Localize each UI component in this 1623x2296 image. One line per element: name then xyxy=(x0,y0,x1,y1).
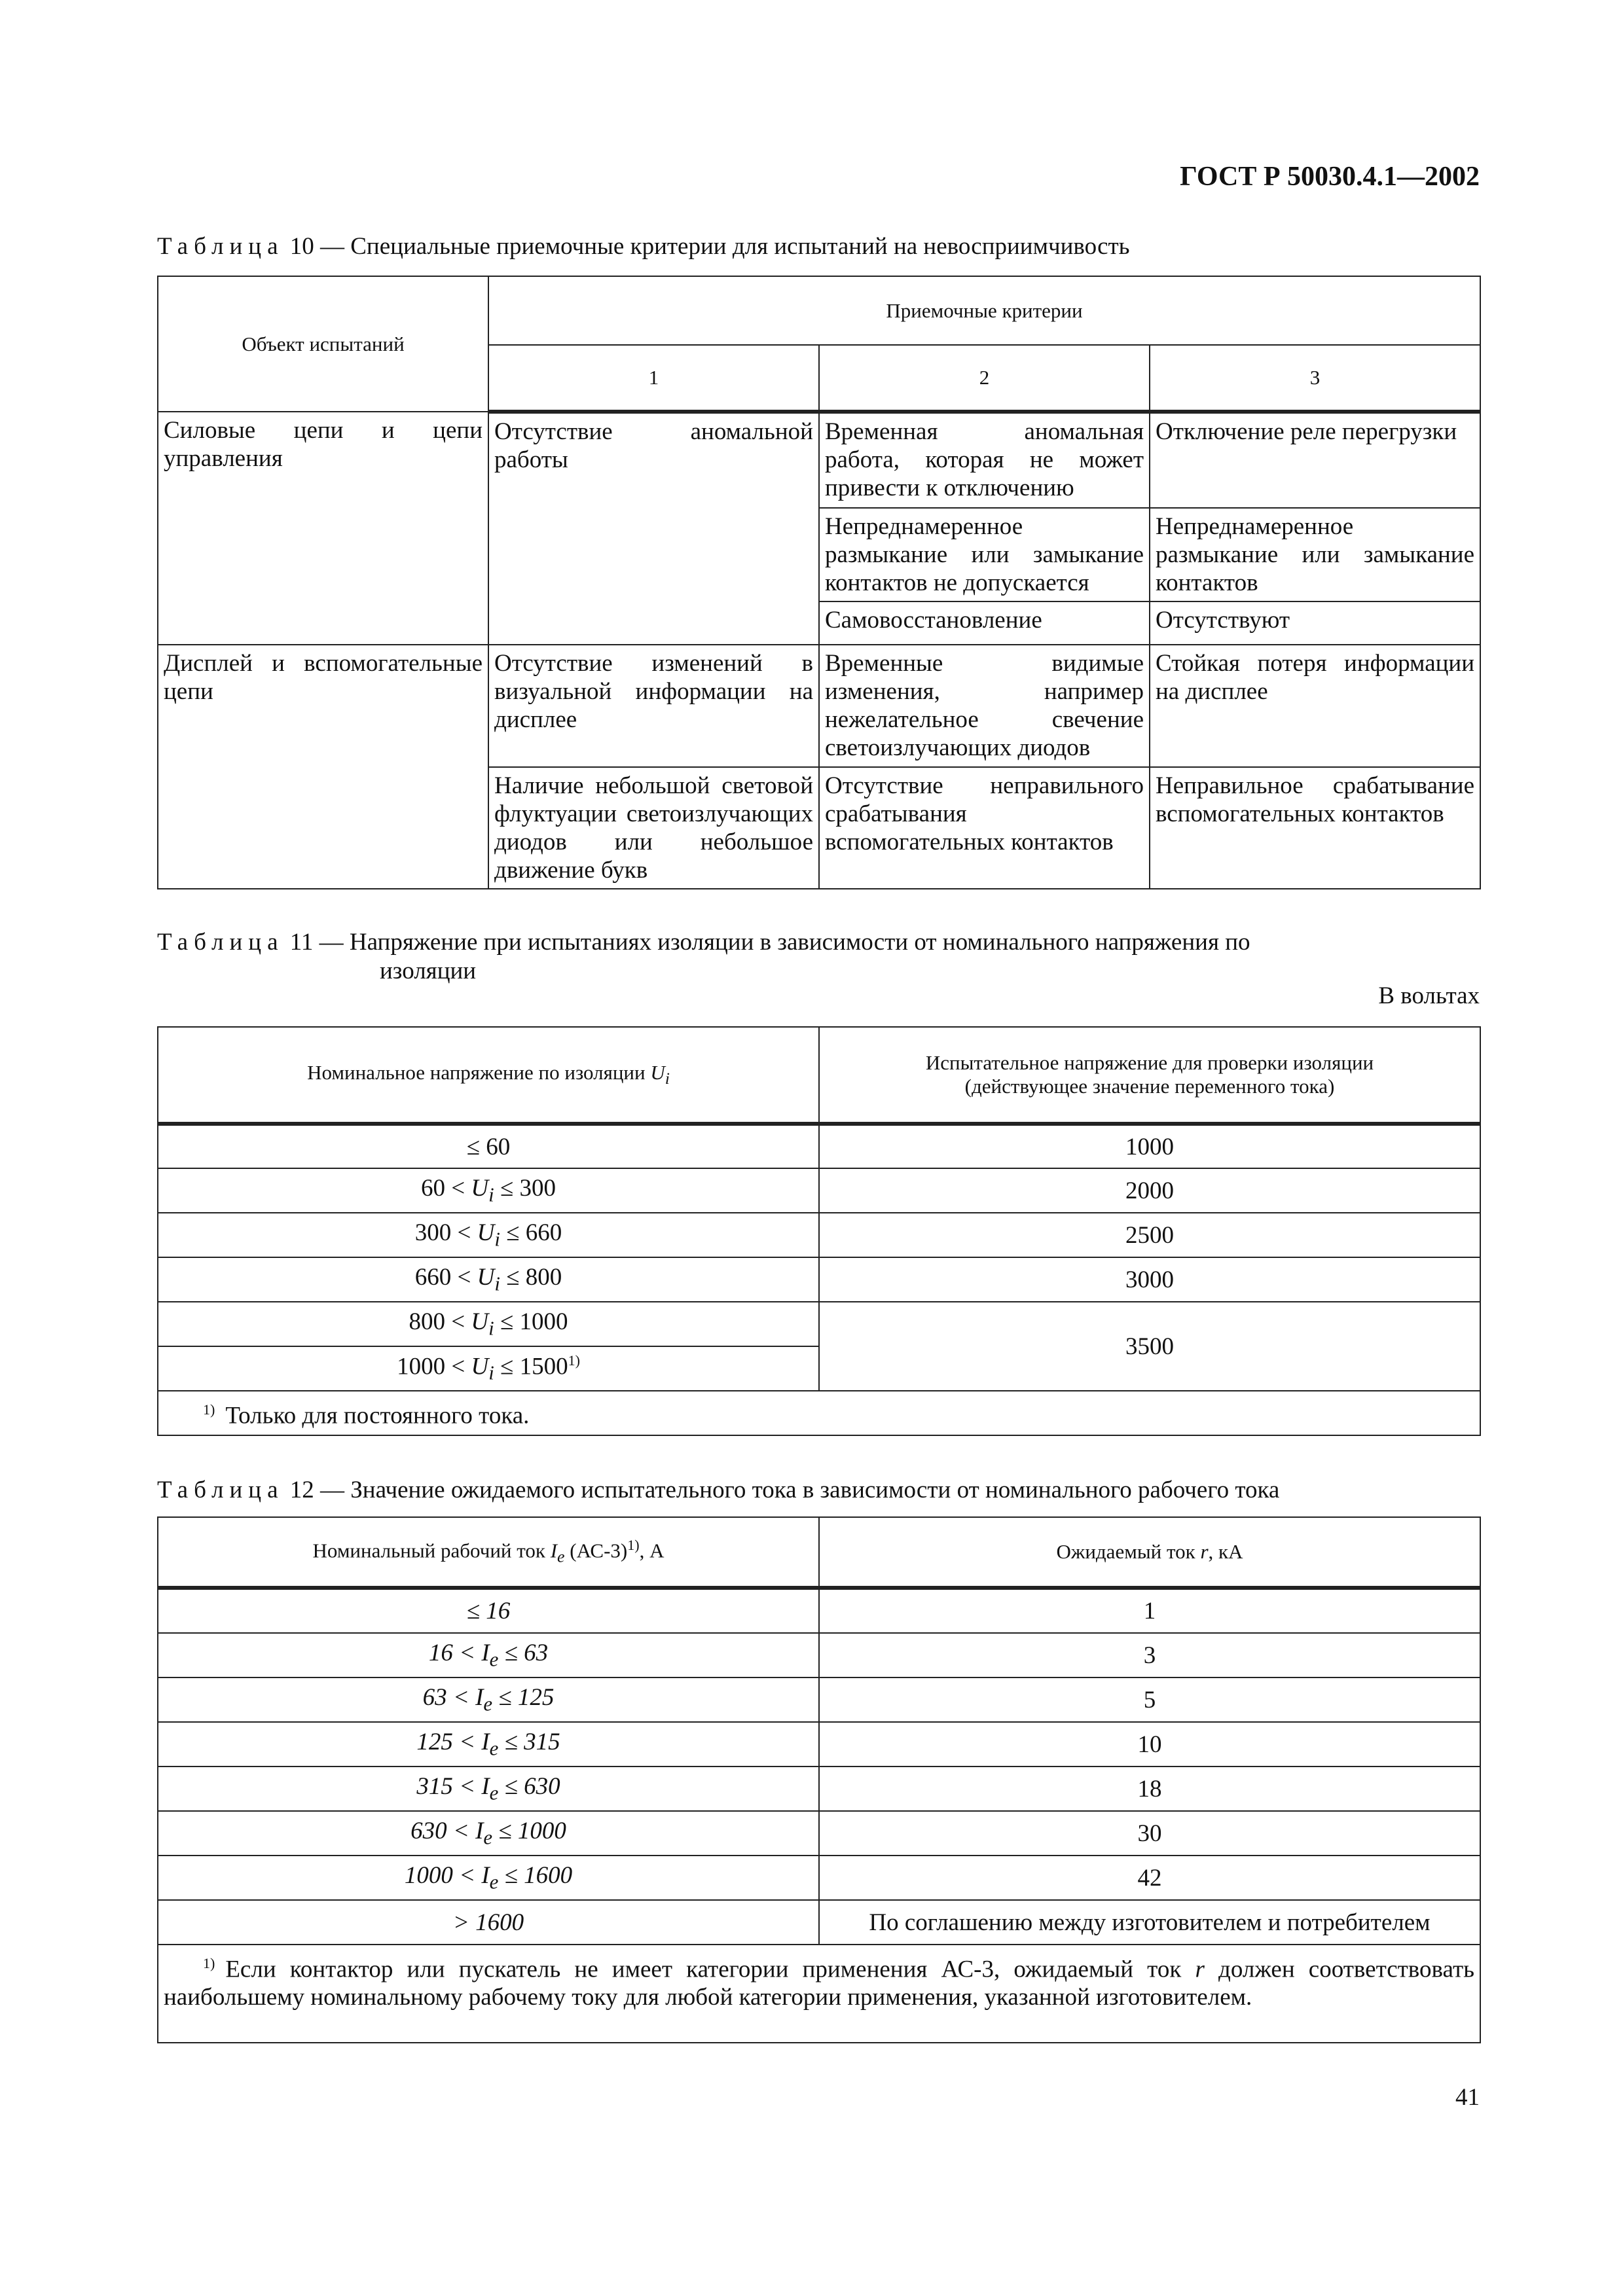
table11-footnote: $^{1)}$ Только для постоянного тока. xyxy=(158,1391,1480,1435)
table11-units: В вольтах xyxy=(1378,982,1480,1009)
table10-cell: Отсутствуют xyxy=(1150,601,1480,645)
page-number: 41 xyxy=(1455,2084,1480,2111)
table10-cell: Непреднамеренное размыкание или замыкание контактов xyxy=(1150,508,1480,601)
table10-cell: Неправильное срабатывание вспомогательных контактов xyxy=(1150,767,1480,889)
table11-nominal: $300 < U_i \le 660$ xyxy=(158,1213,819,1257)
table10-cell: Отсутствие изменений в визуальной информации на дисплее xyxy=(488,645,819,767)
table10-cell: Временные видимые изменения, например нежелательное свечение светоизлучающих диодов xyxy=(819,645,1150,767)
table12-footnote: $^{1)}$ Если контактор или пускатель не имеет категории применения АС-3, ожидаемый ток r должен соответствовать наибольшему номинальному рабочему току для любой категории применения, указанной изготовителем. xyxy=(158,1945,1480,2043)
table11-value: 3000 xyxy=(819,1257,1480,1302)
table10-caption-label: Таблица xyxy=(157,233,284,260)
table11-value: 1000 xyxy=(819,1124,1480,1168)
table12-header-expected: Ожидаемый ток r, кА xyxy=(819,1517,1480,1588)
table10-object-power: Силовые цепи и цепи управления xyxy=(158,412,488,645)
table12-value: 5 xyxy=(819,1677,1480,1722)
table10-subheader-1: 1 xyxy=(488,345,819,412)
table12 xyxy=(157,1516,1481,2043)
table10-header-criteria: Приемочные критерии xyxy=(488,276,1480,345)
table12-value: 18 xyxy=(819,1767,1480,1811)
table10-cell: Временная аномальная работа, которая не может привести к отключению xyxy=(819,412,1150,508)
table11-nominal: $1000 < U_i \le 1500^{1)}$ xyxy=(158,1346,819,1391)
table10-subheader-2: 2 xyxy=(819,345,1150,412)
table11-header-test-voltage: Испытательное напряжение для проверки изоляции (действующее значение переменного тока) xyxy=(819,1027,1480,1124)
table10-cell: Самовосстановление xyxy=(819,601,1150,645)
table12-header-current: Номинальный рабочий ток $I_e$ $(АС-3)^{1)}$, А xyxy=(158,1517,819,1588)
table10 xyxy=(157,276,1481,889)
table11-nominal: $60 < U_i \le 300$ xyxy=(158,1168,819,1213)
table10-cell: Отключение реле перегрузки xyxy=(1150,412,1480,508)
table12-current: $315 < I_e \le 630$ xyxy=(158,1767,819,1811)
table10-subheader-3: 3 xyxy=(1150,345,1480,412)
table12-value: По соглашению между изготовителем и потребителем xyxy=(819,1900,1480,1945)
table10-cell: Отсутствие неправильного срабатывания вспомогательных контактов xyxy=(819,767,1150,889)
table12-current: $63 < I_e \le 125$ xyxy=(158,1677,819,1722)
table12-current: $1000 < I_e \le 1600$ xyxy=(158,1856,819,1900)
table12-caption xyxy=(157,1476,1279,1505)
table12-value: 3 xyxy=(819,1633,1480,1677)
table11-value: 2500 xyxy=(819,1213,1480,1257)
table10-cell: Непреднамеренное размыкание или замыкание контактов не допускается xyxy=(819,508,1150,601)
table10-object-display: Дисплей и вспомогательные цепи xyxy=(158,645,488,889)
table10-cell: Стойкая потеря информации на дисплее xyxy=(1150,645,1480,767)
document-id: ГОСТ Р 50030.4.1—2002 xyxy=(1180,162,1480,192)
table11-caption-text: 11 — Напряжение при испытаниях изоляции в зависимости от номинального напряжения по xyxy=(283,929,1250,956)
table11-nominal: $800 < U_i \le 1000$ xyxy=(158,1302,819,1346)
table11-caption-label: Таблица xyxy=(157,929,284,956)
table10-caption xyxy=(157,232,1130,261)
table12-value: 42 xyxy=(819,1856,1480,1900)
table11-value: 2000 xyxy=(819,1168,1480,1213)
table11-value: 3500 xyxy=(819,1302,1480,1391)
table12-current: $630 < I_e \le 1000$ xyxy=(158,1811,819,1856)
table11-nominal: ≤ 60 xyxy=(158,1124,819,1168)
table12-caption-text: 12 — Значение ожидаемого испытательного тока в зависимости от номинального рабочего тока xyxy=(283,1477,1280,1503)
table10-cell: Наличие небольшой световой флуктуации светоизлучающих диодов или небольшое движение букв xyxy=(488,767,819,889)
table11-nominal: $660 < U_i \le 800$ xyxy=(158,1257,819,1302)
table12-value: 1 xyxy=(819,1588,1480,1633)
table12-current: ≤ 16 xyxy=(158,1588,819,1633)
table10-g1-criterion1: Отсутствие аномальной работы xyxy=(488,412,819,645)
table11 xyxy=(157,1026,1481,1436)
table12-current: $125 < I_e \le 315$ xyxy=(158,1722,819,1767)
table12-value: 10 xyxy=(819,1722,1480,1767)
table11-caption-continuation: изоляции xyxy=(380,958,477,984)
table12-current: > 1600 xyxy=(158,1900,819,1945)
table11-header-nominal: Номинальное напряжение по изоляции $U_i$ xyxy=(158,1027,819,1124)
table12-caption-label: Таблица xyxy=(157,1477,284,1503)
table12-current: $16 < I_e \le 63$ xyxy=(158,1633,819,1677)
table11-caption xyxy=(157,928,1250,986)
table10-caption-text: 10 — Специальные приемочные критерии для испытаний на невосприимчивость xyxy=(283,233,1130,260)
table12-value: 30 xyxy=(819,1811,1480,1856)
table10-header-object: Объект испытаний xyxy=(158,276,488,412)
